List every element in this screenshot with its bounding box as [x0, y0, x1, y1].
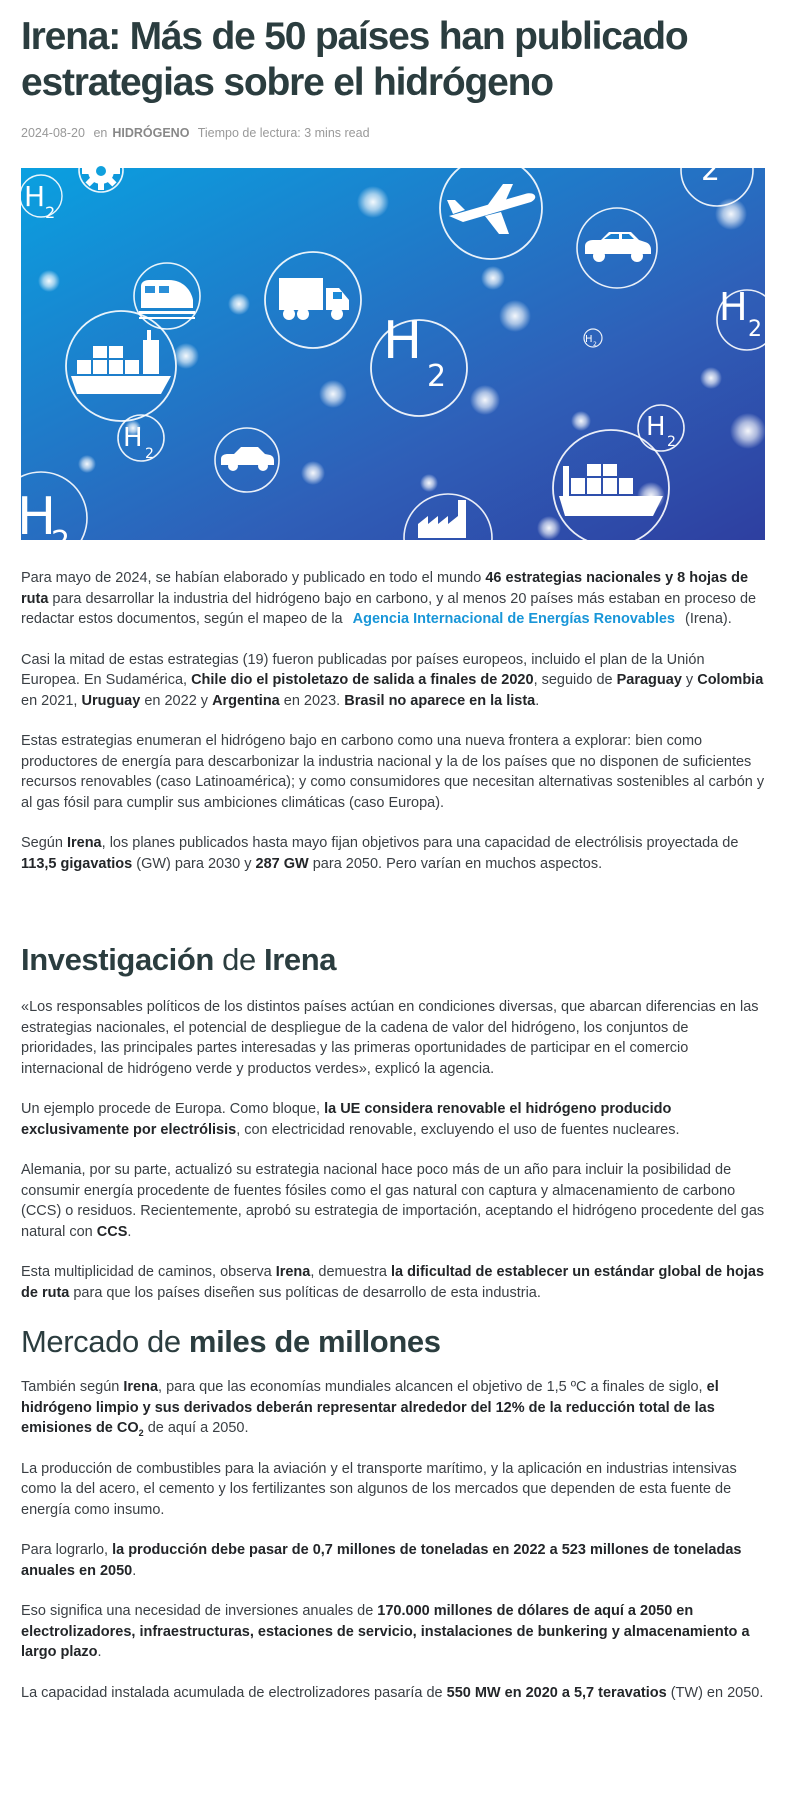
- publish-date: 2024-08-20: [21, 126, 85, 140]
- gear-icon: [82, 152, 120, 190]
- paragraph: Un ejemplo procede de Europa. Como bloque, la UE considera renovable el hidrógeno producido exclusivamente por electrólisis, con electricidad renovable, excluyendo el uso de fuentes nucleares.: [21, 1101, 680, 1138]
- svg-text:2: 2: [51, 525, 71, 560]
- category-link[interactable]: HIDRÓGENO: [112, 126, 190, 140]
- article-meta: [21, 126, 765, 140]
- svg-text:H: H: [719, 285, 748, 329]
- paragraph: Estas estrategias enumeran el hidrógeno bajo en carbono como una nueva frontera a explorar: bien como productores de energía para descarbonizar la industria nacional y la de los países que no disponen de suficientes recursos renovables (caso Latinoamérica); y como consumidores que necesitan alternativas sostenibles al carbón y al gas fósil para cumplir sus ambiciones climáticas (caso Europa).: [21, 733, 765, 811]
- svg-text:H: H: [383, 311, 423, 371]
- reading-time: Tiempo de lectura: 3 mins read: [197, 126, 370, 140]
- article-title: Irena: Más de 50 países han publicado estrategias sobre el hidrógeno: [21, 15, 688, 104]
- paragraph: Eso significa una necesidad de inversiones anuales de 170.000 millones de dólares de aquí a 2050 en electrolizadores, infraestructuras, estaciones de servicio, instalaciones de bunkering y almacenamiento a largo plazo.: [21, 1603, 750, 1660]
- h2-label-top-right: [701, 153, 720, 188]
- paragraph: La producción de combustibles para la aviación y el transporte marítimo, y la aplicación en industrias intensivas como la del acero, el cemento y los fertilizantes son algunos de los mercados que dependen de esta fuente de energía como insumo.: [21, 1460, 737, 1518]
- category-prefix: en: [93, 126, 108, 140]
- svg-text:2: 2: [748, 317, 762, 342]
- section-heading-mercado: Mercado de miles de millones: [21, 1324, 441, 1359]
- hero-image: [17, 153, 765, 560]
- svg-text:2: 2: [593, 341, 597, 348]
- svg-text:2: 2: [427, 359, 447, 394]
- paragraph: Casi la mitad de estas estrategias (19) fueron publicadas por países europeos, incluido el plan de la Unión Europea. En Sudamérica, Chile dio el pistoletazo de salida a finales de 2020, seguido de Paraguay y Colombia en 2021, Uruguay en 2022 y Argentina en 2023. Brasil no aparece en la lista.: [21, 651, 764, 709]
- svg-text:2: 2: [667, 434, 676, 450]
- irena-link[interactable]: Agencia Internacional de Energías Renovables: [352, 611, 675, 627]
- paragraph: Para lograrlo, la producción debe pasar de 0,7 millones de toneladas en 2022 a 523 millones de toneladas anuales en 2050.: [21, 1542, 742, 1579]
- svg-text:H: H: [123, 423, 143, 453]
- svg-text:2: 2: [145, 446, 154, 462]
- svg-text:H: H: [646, 412, 666, 442]
- article-body: [21, 568, 765, 1703]
- section-heading-investigacion: Investigación de Irena: [21, 942, 337, 977]
- paragraph: «Los responsables políticos de los distintos países actúan en condiciones diversas, que abarcan diferencias en las estrategias nacionales, el potencial de despliegue de la cadena de valor del hidrógeno, los conjuntos de prioridades, las principales partes interesadas y las primeras oportunidades de participar en el comercio internacional de hidrógeno verde y productos verdes», explicó la agencia.: [21, 999, 759, 1077]
- svg-text:H: H: [24, 180, 46, 213]
- paragraph: La capacidad instalada acumulada de electrolizadores pasaría de 550 MW en 2020 a 5,7 teravatios (TW) en 2050.: [21, 1684, 764, 1701]
- paragraph: También según Irena, para que las economías mundiales alcancen el objetivo de 1,5 ºC a finales de siglo, el hidrógeno limpio y sus derivados deberán representar alrededor del 12% de la reducción total de las emisiones de $CO_2$ de aquí a 2050.: [21, 1379, 719, 1438]
- paragraph: Según Irena, los planes publicados hasta mayo fijan objetivos para una capacidad de electrólisis proyectada de 113,5 gigavatios (GW) para 2030 y 287 GW para 2050. Pero varían en muchos aspectos.: [21, 835, 739, 872]
- svg-text:2: 2: [45, 203, 56, 222]
- paragraph: Esta multiplicidad de caminos, observa Irena, demuestra la dificultad de establecer un estándar global de hojas de ruta para que los países diseñen sus políticas de desarrollo de esta industria.: [21, 1264, 765, 1301]
- paragraph: Alemania, por su parte, actualizó su estrategia nacional hace poco más de un año para incluir la posibilidad de consumir energía procedente de fuentes fósiles como el gas natural con captura y almacenamiento de carbono (CCS) o residuos. Recientemente, aprobó su estrategia de importación, aceptando el hidrógeno procedente del gas natural con CCS.: [21, 1162, 765, 1240]
- svg-text:H: H: [17, 487, 57, 547]
- svg-text:2: 2: [701, 153, 721, 188]
- paragraph: Para mayo de 2024, se habían elaborado y publicado en todo el mundo 46 estrategias nacionales y 8 hojas de ruta para desarrollar la industria del hidrógeno bajo en carbono, y al menos 20 países más estaban en proceso de redactar estos documentos, según el mapeo de la Agencia Internacional de Energías Renovables (Irena).: [21, 570, 757, 627]
- svg-text:H: H: [585, 334, 593, 345]
